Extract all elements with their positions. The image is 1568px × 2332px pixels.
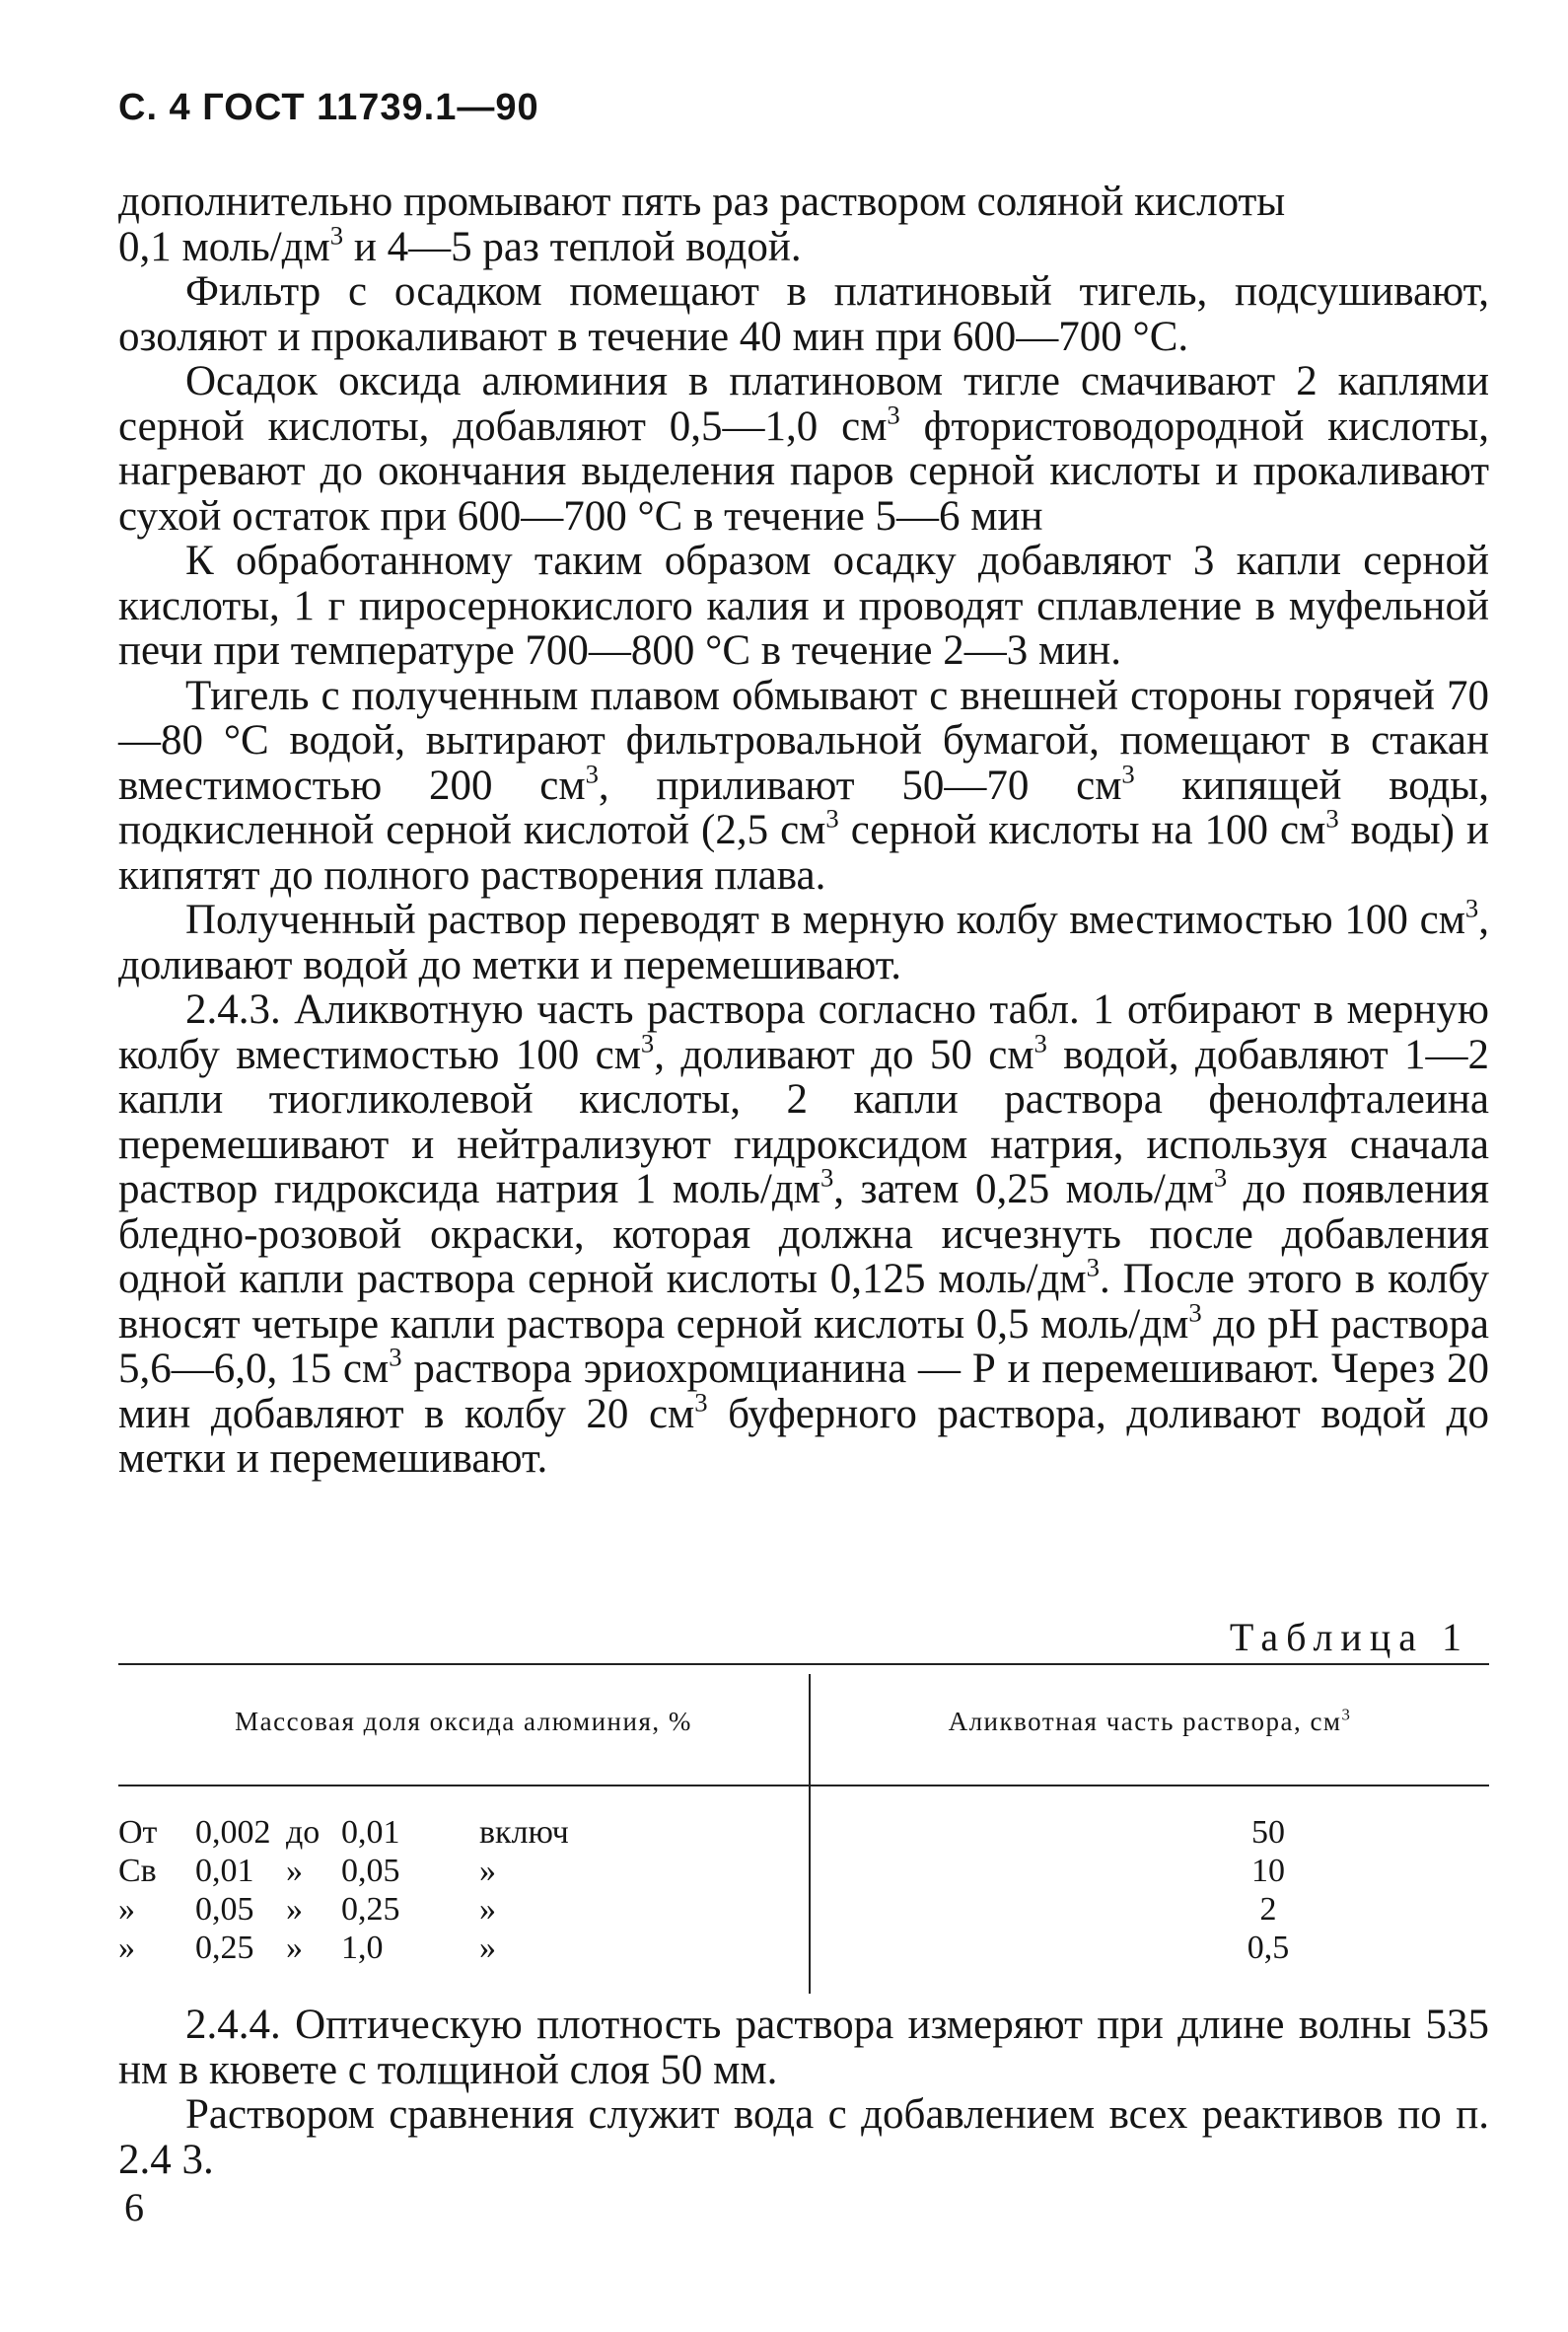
table-body bbox=[118, 1813, 1489, 1967]
table-header-rule bbox=[118, 1785, 1489, 1786]
paragraph-5: Тигель с полученным плавом обмывают с внешней стороны горячей 70—80 °С водой, вытирают фильтровальной бумагой, помещают в стакан вместимостью 200 $см^3$, приливают 50—70 $см^3$ кипящей воды, подкисленной серной кислотой (2,5 $см^3$ серной кислоты на 100 $см^3$ воды) и кипятят до полного растворения плава. bbox=[118, 672, 1490, 899]
main-text bbox=[118, 180, 1489, 1482]
table-row: От 0,002 до 0,01 включ 50 bbox=[118, 1814, 1285, 1851]
page-header: С. 4 ГОСТ 11739.1—90 bbox=[118, 87, 539, 128]
paragraph-6: Полученный раствор переводят в мерную колбу вместимостью 100 $см^3$, доливают водой до метки и перемешивают. bbox=[118, 893, 1489, 988]
table-header-aliquot: Аликвотная часть раствора, $см^3$ bbox=[948, 1705, 1352, 1736]
table-row: » 0,25 » 1,0 » 0,5 bbox=[118, 1930, 1290, 1966]
paragraph-2: Фильтр с осадком помещают в платиновый тигель, подсушивают, озоляют и прокаливают в течение 40 мин при 600—700 °С. bbox=[118, 268, 1489, 360]
table-header-mass-fraction: Массовая доля оксида алюминия, % bbox=[235, 1707, 692, 1736]
paragraph-9: Раствором сравнения служит вода с добавлением всех реактивов по п. 2.4 3. bbox=[118, 2091, 1489, 2183]
table-caption: Таблица 1 bbox=[1229, 1615, 1469, 1659]
table-row: Св 0,01 » 0,05 » 10 bbox=[118, 1853, 1285, 1889]
paragraph-7: 2.4.3. Аликвотную часть раствора согласно табл. 1 отбирают в мерную колбу вместимостью 100 $см^3$, доливают до 50 $см^3$ водой, добавляют 1—2 капли тиогликолевой кислоты, 2 капли раствора фенолфталеина перемешивают и нейтрализуют гидроксидом натрия, используя сначала раствор гидроксида натрия 1 моль/$дм^3$, затем 0,25 моль/$дм^3$ до появления бледно-розовой окраски, которая должна исчезнуть после добавления одной капли раствора серной кислоты 0,125 моль/$дм^3$. После этого в колбу вносят четыре капли раствора серной кислоты 0,5 моль/$дм^3$ до pH раствора 5,6—6,0, 15 $см^3$ раствора эриохромцианина — Р и перемешивают. Через 20 мин добавляют в колбу 20 $см^3$ буферного раствора, доливают водой до метки и перемешивают. bbox=[118, 986, 1490, 1482]
paragraph-1: дополнительно промывают пять раз раствором соляной кислоты 0,1 моль/$дм^3$ и 4—5 раз теплой водой. bbox=[118, 179, 1286, 270]
table-top-rule bbox=[118, 1663, 1489, 1665]
paragraph-4: К обработанному таким образом осадку добавляют 3 капли серной кислоты, 1 г пиросернокислого калия и проводят сплавление в муфельной печи при температуре 700—800 °С в течение 2—3 мин. bbox=[118, 538, 1489, 674]
paragraph-3: Осадок оксида алюминия в платиновом тигле смачивают 2 каплями серной кислоты, добавляют 0,5—1,0 $см^3$ фтористоводородной кислоты, нагревают до окончания выделения паров серной кислоты и прокаливают сухой остаток при 600—700 °С в течение 5—6 мин bbox=[118, 358, 1489, 540]
post-table-text bbox=[118, 2003, 1489, 2182]
page-number: 6 bbox=[124, 2185, 144, 2229]
paragraph-8: 2.4.4. Оптическую плотность раствора измеряют при длине волны 535 нм в кювете с толщиной слоя 50 мм. bbox=[118, 2002, 1489, 2093]
table-row: » 0,05 » 0,25 » 2 bbox=[118, 1891, 1277, 1928]
